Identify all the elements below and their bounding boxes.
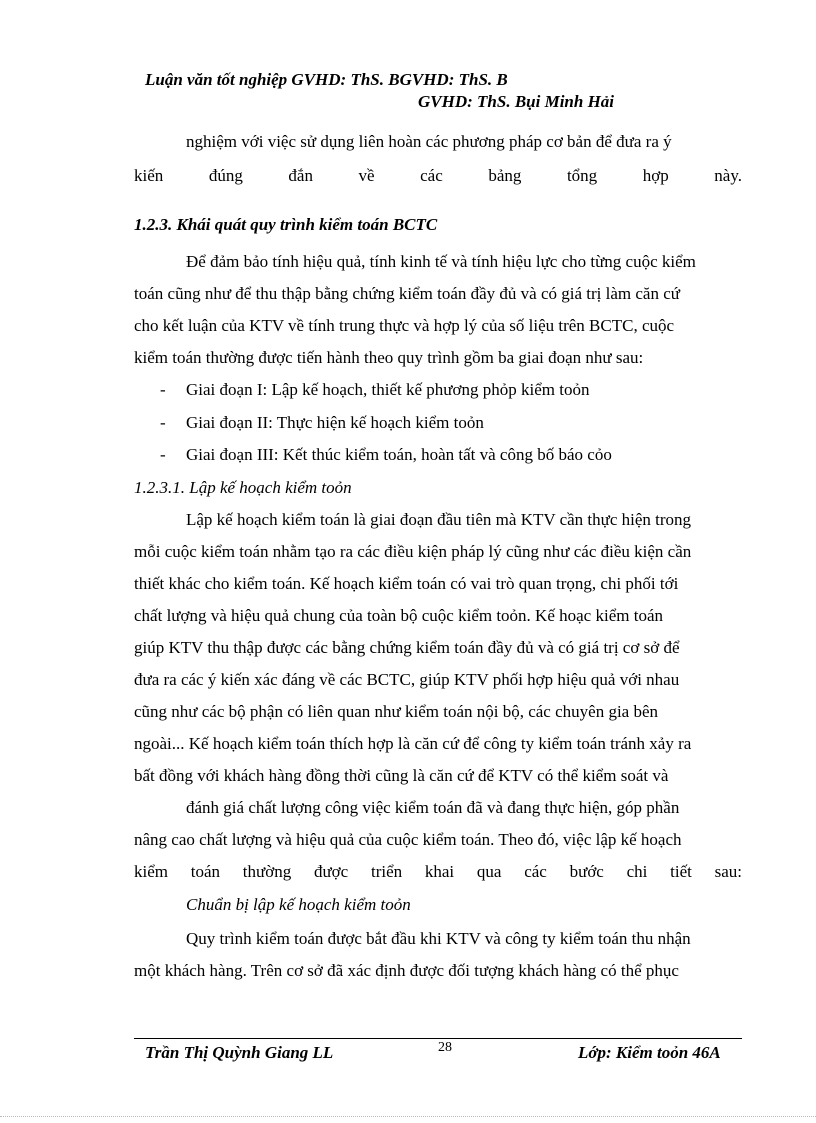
bullet-marker: - — [160, 380, 166, 399]
paragraph-3-line-9: bất đồng với khách hàng đồng thời cũng là căn cứ để KTV có thể kiểm soát và — [134, 766, 669, 785]
paragraph-5-line-1: Quy trình kiểm toán được bắt đầu khi KTV và công ty kiểm toán thu nhận — [186, 929, 691, 948]
section-heading: 1.2.3. Khái quát quy trình kiểm toán BCTC — [134, 215, 438, 234]
bullet-marker: - — [160, 413, 166, 432]
bullet-item-2: Giai đoạn II: Thực hiện kế hoạch kiểm toỏn — [186, 413, 484, 432]
paragraph-2-line-3: cho kết luận của KTV về tính trung thực và hợp lý của số liệu trên BCTC, cuộc — [134, 316, 675, 335]
footer-class: Lớp: Kiểm toỏn 46A — [578, 1043, 721, 1062]
paragraph-3-line-7: cũng như các bộ phận có liên quan như kiểm toán nội bộ, các chuyên gia bên — [134, 702, 659, 721]
paragraph-3-line-3: thiết khác cho kiểm toán. Kế hoạch kiểm toán có vai trò quan trọng, chi phối tới — [134, 574, 679, 593]
footer-author: Trần Thị Quỳnh Giang LL — [145, 1043, 334, 1062]
paragraph-4-line-1: đánh giá chất lượng công việc kiểm toán đã và đang thực hiện, góp phần — [186, 798, 680, 817]
paragraph-1-line-1: nghiệm với việc sử dụng liên hoàn các phương pháp cơ bản để đưa ra ý — [186, 132, 672, 151]
paragraph-2-line-4: kiểm toán thường được tiến hành theo quy trình gồm ba giai đoạn như sau: — [134, 348, 644, 367]
page-bottom-edge — [0, 1116, 816, 1117]
footer-rule — [134, 1038, 742, 1039]
header-line-1: Luận văn tốt nghiệp GVHD: ThS. BGVHD: ThS. B — [145, 70, 508, 89]
bullet-marker: - — [160, 445, 166, 464]
page-number: 28 — [438, 1040, 452, 1055]
bullet-item-3: Giai đoạn III: Kết thúc kiểm toán, hoàn tất và công bố báo cỏo — [186, 445, 612, 464]
paragraph-1-line-2: kiến đúng đắn về các bảng tổng hợp này. — [134, 166, 742, 185]
paragraph-2-line-2: toán cũng như để thu thập bằng chứng kiểm toán đầy đủ và có giá trị làm căn cứ — [134, 284, 680, 303]
paragraph-3-line-5: giúp KTV thu thập được các bằng chứng kiểm toán đầy đủ và có giá trị cơ sở để — [134, 638, 680, 657]
paragraph-3-line-2: mỗi cuộc kiểm toán nhằm tạo ra các điều kiện pháp lý cũng như các điều kiện cần — [134, 542, 692, 561]
subsection-heading: 1.2.3.1. Lập kế hoạch kiểm toỏn — [134, 478, 352, 497]
paragraph-3-line-8: ngoài... Kế hoạch kiểm toán thích hợp là căn cứ để công ty kiểm toán tránh xảy ra — [134, 734, 692, 753]
paragraph-4-line-3: kiểm toán thường được triển khai qua các bước chi tiết sau: — [134, 862, 742, 881]
paragraph-3-line-1: Lập kế hoạch kiểm toán là giai đoạn đầu tiên mà KTV cần thực hiện trong — [186, 510, 692, 529]
paragraph-3-line-4: chất lượng và hiệu quả chung của toàn bộ cuộc kiểm toỏn. Kế hoạc kiểm toán — [134, 606, 663, 625]
paragraph-4-line-2: nâng cao chất lượng và hiệu quả của cuộc kiểm toán. Theo đó, việc lập kế hoạch — [134, 830, 682, 849]
bullet-item-1: Giai đoạn I: Lập kế hoạch, thiết kế phương phỏp kiểm toỏn — [186, 380, 590, 399]
paragraph-3-line-6: đưa ra các ý kiến xác đáng về các BCTC, giúp KTV phối hợp hiệu quả với nhau — [134, 670, 680, 689]
paragraph-2-line-1: Để đảm bảo tính hiệu quả, tính kinh tế và tính hiệu lực cho từng cuộc kiểm — [186, 252, 696, 271]
step-heading: Chuẩn bị lập kế hoạch kiểm toỏn — [186, 895, 411, 914]
paragraph-5-line-2: một khách hàng. Trên cơ sở đã xác định được đối tượng khách hàng có thể phục — [134, 961, 679, 980]
header-line-2: GVHD: ThS. Bụi Minh Hải — [418, 92, 615, 111]
